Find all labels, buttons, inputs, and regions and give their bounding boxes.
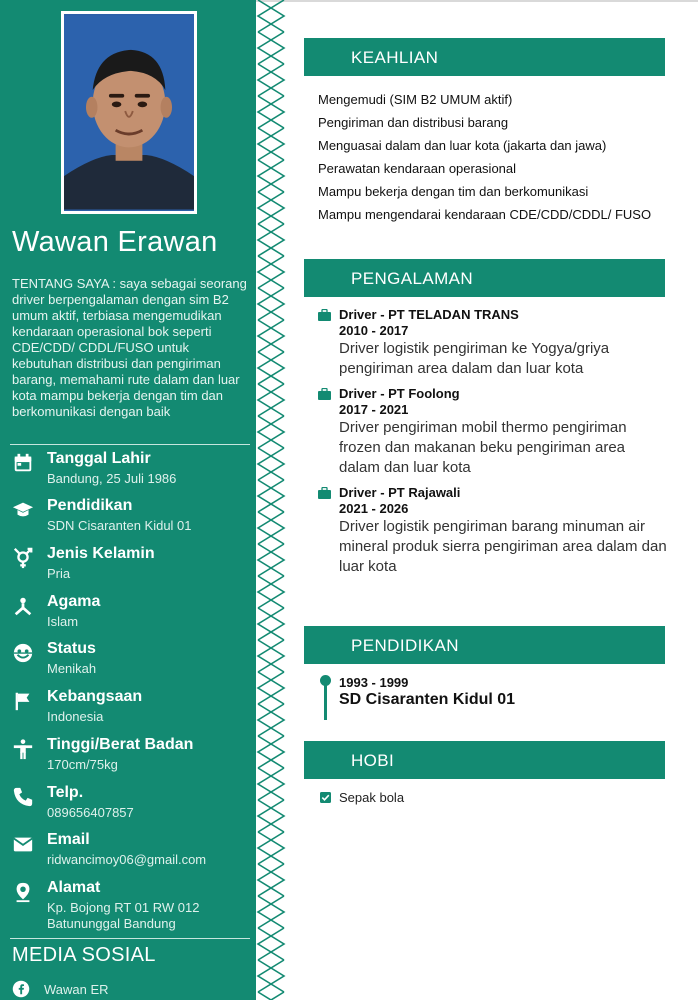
experience-role: Driver - PT Foolong: [339, 386, 460, 401]
info-label: Agama: [47, 593, 101, 610]
briefcase-icon: [318, 487, 331, 499]
section-header-skills: [304, 38, 665, 76]
info-label: Tinggi/Berat Badan: [47, 736, 194, 753]
education-school: SD Cisaranten Kidul 01: [339, 691, 516, 708]
skill-item: Perawatan kendaraan operasional: [318, 161, 517, 176]
info-value: SDN Cisaranten Kidul 01: [47, 518, 192, 533]
info-value: Kp. Bojong RT 01 RW 012 Batununggal Bandung: [47, 900, 200, 931]
info-value: Pria: [47, 566, 71, 581]
education-period: 1993 - 1999: [339, 675, 409, 690]
experience-period: 2017 - 2021: [339, 402, 409, 417]
portrait-image: [64, 14, 194, 211]
media-value: Wawan ER: [44, 982, 109, 997]
timeline-line: [324, 684, 327, 720]
skill-item: Mengemudi (SIM B2 UMUM aktif): [318, 92, 513, 107]
section-title: KEAHLIAN: [351, 48, 439, 67]
email-icon: [12, 833, 34, 855]
info-label: Email: [47, 831, 90, 848]
skill-item: Pengiriman dan distribusi barang: [318, 115, 509, 130]
checkbox-checked-icon: [320, 792, 331, 803]
info-value: ridwancimoy06@gmail.com: [47, 852, 207, 867]
info-religion: [0, 593, 256, 639]
info-education: [0, 497, 256, 543]
skill-item: Mampu bekerja dengan tim dan berkomunikasi: [318, 184, 589, 199]
section-title: PENDIDIKAN: [351, 636, 459, 655]
info-email: [0, 831, 256, 877]
info-value: 089656407857: [47, 805, 134, 820]
info-value: Bandung, 25 Juli 1986: [47, 471, 177, 486]
info-phone: [0, 784, 256, 830]
experience-role: Driver - PT TELADAN TRANS: [339, 307, 519, 322]
about-text: TENTANG SAYA : saya sebagai seorang driver berpengalaman dengan sim B2 umum aktif, terbiasa mengemudikan kendaraan operasional bok seperti CDE/CDD/ CDDL/FUSO untuk kebutuhan distribusi dan pengiriman barang, memahami rute dalam dan luar kota mampu bekerja dengan tim dan berkomunikasi dengan baik: [12, 276, 247, 419]
info-label: Status: [47, 640, 96, 657]
info-label: Pendidikan: [47, 497, 133, 514]
section-title: PENGALAMAN: [351, 269, 474, 288]
skills-list: [318, 92, 658, 230]
briefcase-icon: [318, 309, 331, 321]
calendar-icon: [12, 452, 34, 474]
section-header-education: [304, 626, 665, 664]
graduation-cap-icon: [12, 499, 34, 521]
skill-item: Mampu mengendarai kendaraan CDE/CDD/CDDL/ FUSO: [318, 207, 652, 222]
info-label: Kebangsaan: [47, 688, 143, 705]
phone-icon: [12, 786, 34, 808]
status-icon: [12, 642, 34, 664]
info-label: Telp.: [47, 784, 84, 801]
profile-photo: [61, 11, 197, 214]
info-value: Indonesia: [47, 709, 104, 724]
info-value: 170cm/75kg: [47, 757, 118, 772]
experience-role: Driver - PT Rajawali: [339, 485, 461, 500]
info-gender: [0, 545, 256, 591]
location-pin-icon: [12, 881, 34, 903]
education-item: [318, 670, 663, 722]
info-nationality: [0, 688, 256, 734]
experience-description: Driver logistik pengiriman barang minuman air mineral produk sierra pengiriman area dalam dan luar kota: [339, 518, 667, 575]
briefcase-icon: [318, 388, 331, 400]
section-title: HOBI: [351, 751, 395, 770]
experience-item: [318, 485, 667, 581]
info-marital-status: [0, 640, 256, 686]
candidate-name: Wawan Erawan: [12, 226, 218, 258]
gender-icon: [12, 547, 34, 569]
info-label: Alamat: [47, 879, 101, 896]
info-birth-date: [0, 450, 256, 496]
hobby-value: Sepak bola: [339, 790, 405, 805]
experience-period: 2021 - 2026: [339, 501, 409, 516]
person-icon: [12, 738, 34, 760]
media-item-facebook[interactable]: [12, 979, 252, 999]
info-address: [0, 879, 256, 935]
experience-item: [318, 386, 663, 482]
media-social-title: MEDIA SOSIAL: [12, 944, 156, 966]
info-height-weight: [0, 736, 256, 782]
experience-description: Driver pengiriman mobil thermo pengiriman frozen dan makanan beku pengiriman area dalam dan luar kota: [339, 419, 627, 476]
divider: [10, 938, 250, 939]
experience-period: 2010 - 2017: [339, 323, 409, 338]
experience-description: Driver logistik pengiriman ke Yogya/griya pengiriman area dalam dan luar kota: [339, 340, 610, 377]
info-value: Islam: [47, 614, 79, 629]
lattice-border: [256, 0, 286, 1000]
divider: [10, 444, 250, 445]
section-header-experience: [304, 259, 665, 297]
religion-icon: [12, 595, 34, 617]
hobby-item: [318, 789, 658, 807]
facebook-icon: [12, 980, 30, 998]
skill-item: Menguasai dalam dan luar kota (jakarta dan jawa): [318, 138, 607, 153]
info-label: Jenis Kelamin: [47, 545, 155, 562]
info-value: Menikah: [47, 661, 97, 676]
experience-item: [318, 307, 663, 383]
section-header-hobbies: [304, 741, 665, 779]
sidebar: [0, 0, 256, 1000]
flag-icon: [12, 690, 34, 712]
info-label: Tanggal Lahir: [47, 450, 151, 467]
